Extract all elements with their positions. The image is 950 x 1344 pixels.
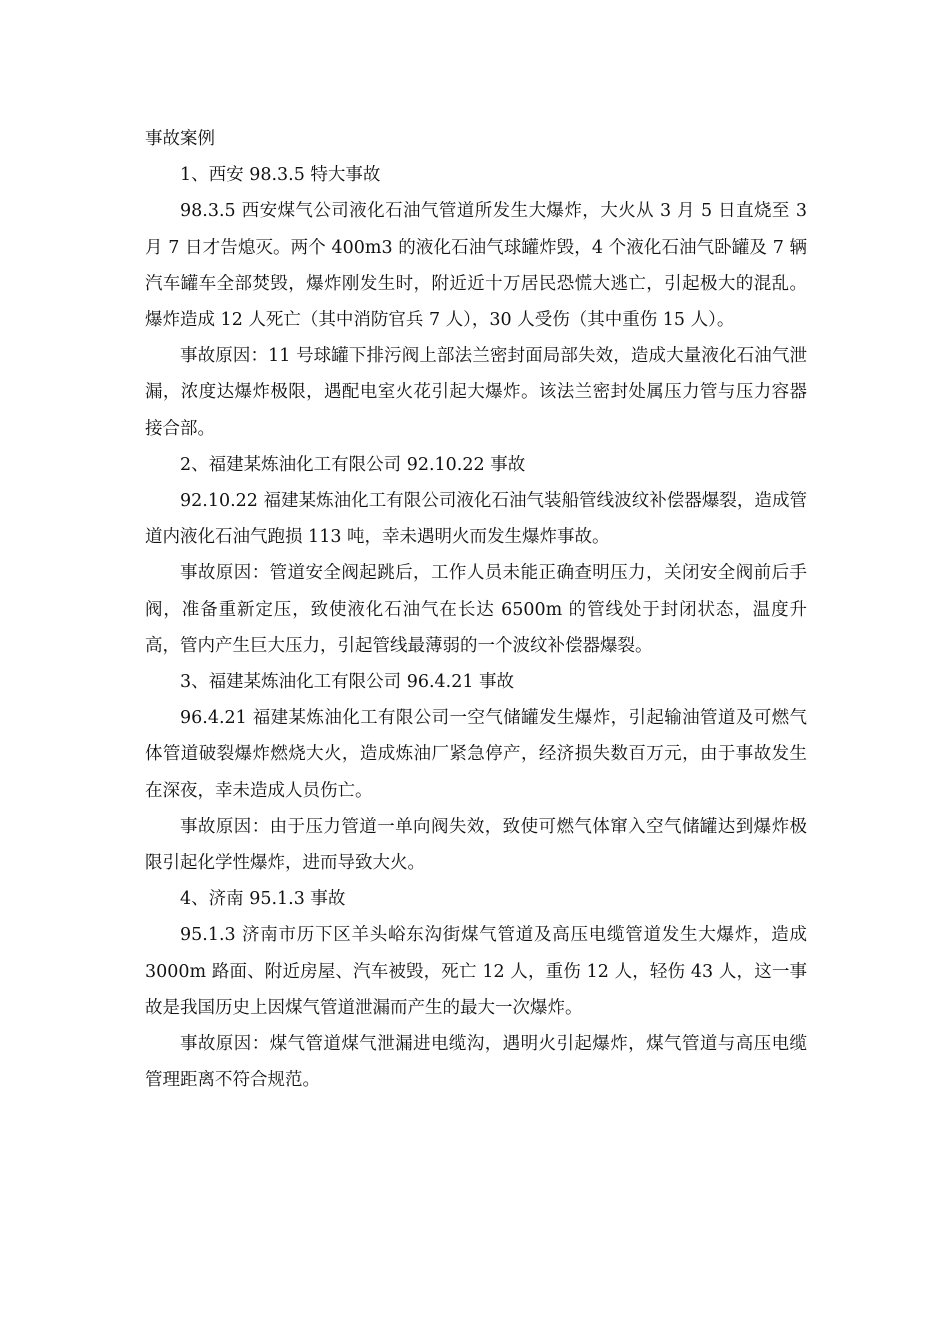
- section-2-paragraph-1: 92.10.22 福建某炼油化工有限公司液化石油气装船管线波纹补偿器爆裂，造成管道内液化石油气跑损 113 吨，幸未遇明火而发生爆炸事故。: [145, 491, 807, 548]
- section-4-paragraph-1: 95.1.3 济南市历下区羊头峪东沟街煤气管道及高压电缆管道发生大爆炸，造成 3000m 路面、附近房屋、汽车被毁，死亡 12 人，重伤 12 人，轻伤 43 人，这一事故是我国历史上因煤气管道泄漏而产生的最大一次爆炸。: [145, 925, 807, 1018]
- document-title: 事故案例: [145, 129, 215, 149]
- section-heading-3: 3、福建某炼油化工有限公司 96.4.21 事故: [180, 672, 515, 693]
- section-1-paragraph-1: 98.3.5 西安煤气公司液化石油气管道所发生大爆炸，大火从 3 月 5 日直烧至 3 月 7 日才告熄灭。两个 400m3 的液化石油气球罐炸毁，4 个液化石油气卧罐及 7 辆汽车罐车全部焚毁，爆炸刚发生时，附近近十万居民恐慌大逃亡，引起极大的混乱。爆炸造成 12 人死亡（其中消防官兵 7 人），30 人受伤（其中重伤 15 人）。: [145, 201, 807, 331]
- document-body: [145, 121, 807, 1098]
- section-heading-2: 2、福建某炼油化工有限公司 92.10.22 事故: [180, 454, 526, 475]
- section-heading-4: 4、济南 95.1.3 事故: [180, 889, 346, 910]
- section-4-paragraph-2: 事故原因：煤气管道煤气泄漏进电缆沟，遇明火引起爆炸，煤气管道与高压电缆管理距离不符合规范。: [145, 1034, 807, 1091]
- section-3-paragraph-2: 事故原因：由于压力管道一单向阀失效，致使可燃气体窜入空气储罐达到爆炸极限引起化学性爆炸，进而导致大火。: [145, 816, 807, 874]
- section-heading-1: 1、西安 98.3.5 特大事故: [180, 165, 381, 186]
- section-1-paragraph-2: 事故原因：11 号球罐下排污阀上部法兰密封面局部失效，造成大量液化石油气泄漏，浓度达爆炸极限，遇配电室火花引起大爆炸。该法兰密封处属压力管与压力容器接合部。: [145, 346, 807, 439]
- section-2-paragraph-2: 事故原因：管道安全阀起跳后，工作人员未能正确查明压力，关闭安全阀前后手阀，准备重新定压，致使液化石油气在长达 6500m 的管线处于封闭状态，温度升高，管内产生巨大压力，引起管线最薄弱的一个波纹补偿器爆裂。: [145, 563, 807, 656]
- section-3-paragraph-1: 96.4.21 福建某炼油化工有限公司一空气储罐发生爆炸，引起输油管道及可燃气体管道破裂爆炸燃烧大火，造成炼油厂紧急停产，经济损失数百万元，由于事故发生在深夜，幸未造成人员伤亡。: [145, 708, 807, 801]
